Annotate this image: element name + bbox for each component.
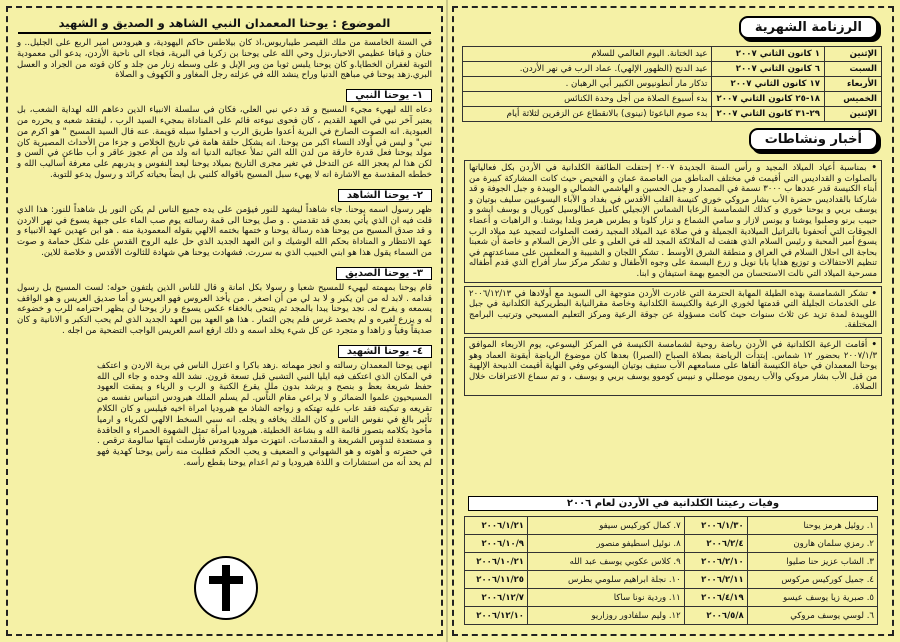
table-row xyxy=(465,553,878,571)
left-page xyxy=(6,6,443,636)
page-fold xyxy=(446,0,448,642)
calendar-event: تذكار مار أنطونيوس الكبير أبي الرهبان . xyxy=(463,77,712,92)
deaths-title: وفيات رعيتنا الكلدانية في الأردن لعام ٢٠٠٦ xyxy=(468,496,878,511)
death-date: ٢٠٠٦/١٢/٧ xyxy=(465,589,528,607)
calendar-row xyxy=(463,107,882,122)
calendar-table xyxy=(462,46,882,122)
calendar-date: ١٧ كانون الثاني ٢٠٠٧ xyxy=(712,77,825,92)
section-text-witness: ظهر رسول اسمه يوحنا. جاء شاهداً ليشهد للنور فيؤمن على يده جميع الناس لم يكن النور بل شاهداً للنور: هذا الذي قلت فيه ان الذي يأتي بعدي قد تقدمني . و صل يوحنا الى قمة رسالته يوم صب الماء على جبهة يسوع في نهر الاردن و قد صدق المسيح من يوحنا هذه رسالة يوحنا و ختمها بختمه الالهي بقوله المعمودية منه . هو ابن عهدين عهد الانبياء و عهد الانتظار و المناداة بحكم الله الوشيك و ابن العهد الجديد الذي حل عليه الروح القدس على شكل حمامة و صوت من السماء يقول هذا هو ابني الحبيب الذي به سررت. فشهادت يوحنا هي شهادة للثالوث الأقدس و خلاصة للاين. xyxy=(17,204,432,258)
death-date: ٢٠٠٦/١٠/٩ xyxy=(465,535,528,553)
death-name: ٢. رمزي سلمان هارون xyxy=(747,535,877,553)
calendar-event: بدء صوم الباعوثا (نينوى) بالانقطاع عن الزفرين لثلاثة أيام xyxy=(463,107,712,122)
section-text-friend: قام يوحنا بمهمته ليهيء للمسيح شعبا و رسولا بكل امانة و قال للناس الذين يلتفون حوله: لست المسيح بل رسول قدامه . لابد له من ان يكبر و لا بد لي من أن اصغر . من يأخذ العروس فهو العريس و أما صديق العريس و هو الواقف يسمعه و يفرح له. نجد يوحنا يبدا بالمجد ثم يتنحى بالخفاء عكس يسوع و راز يوحنا لن يظهر احترامه للرب و خضوعه له و يزرع لغيره و لم يحصد غرس فلم يجن الثمار . هذا هو العهد بين العهد الجديد الذي لم يحب التكبر و الانانية و كان صديقاً وفياً و زاهدا و متجرد عن كل شيء يخلد اسمه و ذلك ارفع اسم العريس الواجب التضحية من اجله . xyxy=(17,282,432,336)
death-name: ٨. نوئيل اسطيفو منصور xyxy=(528,535,685,553)
calendar-date: ١٨-٢٥ كانون الثاني ٢٠٠٧ xyxy=(712,92,825,107)
death-name: ٥. صبرية زيا يوسف عيسو xyxy=(747,589,877,607)
section-text-prophet: دعاه الله ليهيء مجيء المسيح و قد دعي نبي العلي، فكان في سلسلة الانبياء الذين دعاهم الله لهداية الشعب، بل يعتبر آخر نبي في العهد القديم ، كان فحوى نبوءته قائم على المناداة بمجيء السيد الرب ، ليفتقد شعبه و يحرره من العبودية. انه الصوت الصارخ في البرية أعدوا طريق الرب و احملوا سبله قويمة. عنه قال السيد المسيح " هو اكرم من نبي" و ليس في أولاد النساء اكبر من يوحنا. انه يشكل حلقة هامة في تاريخ الخلاص و جزءا من الأحداث المصيرية كان مولد يوحنا فعل قدرة خارقة من لدن الله التي تملأ عجائبه الدنيا انه ولد من أم عجوز عاقر و أب طاعن في السن و لكن هذا لم يعجز الله عن التدخل في تغير مجرى التاريخ بميلاد يوحنا ليعد النفوس و يدربهم على معرفة أساليب الله و خططه المقدسة مع الاشارة انه لا يهيء سبل المسيح باقواله كلنبي بل ايضاً بحياته كرائد و رسول يدعو للتوبة. xyxy=(17,105,432,180)
death-name: ١. روئيل هرمز يوحنا xyxy=(747,517,877,535)
death-date: ٢٠٠٦/٢/١٠ xyxy=(684,553,747,571)
calendar-event: بدء أسبوع الصلاة من أجل وحدة الكنائس xyxy=(463,92,712,107)
article-intro: في السنة الخامسة من ملك القيصر طيباريوس،اذ كان بيلاطس حاكم اليهودية، و هيرودس امير الربع على الجليل.. و حنان و قيافا عظيمي الاحبار،نزل وحي الله على يوحنا بن زكريا في البرية، فجاء الى ناحية الأردن، يدعو الى معمودية التوبة لغفران الخطايا.و كان يوحنا يلبس ثوبا من وبر الإبل و على وسطه زنار من جلد و كان قوته من الجراد و العسل البري.زهد يوحنا في مباهج الدنيا وراح ينشد الله في عزلته رجل المغاور و الكهوف و الصلاة xyxy=(17,38,432,81)
table-row xyxy=(465,607,878,625)
calendar-date: ٢٩-٣١ كانون الثاني ٢٠٠٧ xyxy=(712,107,825,122)
calendar-event: عيد الختانة. اليوم العالمي للسلام xyxy=(463,47,712,62)
bullet-icon: • xyxy=(867,339,877,350)
calendar-row xyxy=(463,62,882,77)
news-text: بمناسبة أعياد الميلاد المجيد و رأس السنة الجديدة ٢٠٠٧ إحتفلت الطائفة الكلدانية في الأردن بكل فعالياتها بالصلوات و القداديس التي أقيمت في مختلف المناطق من العاصمة عمان و الفحيص حيث كانت المشاركة كبيرة من أبناء الكنيسة قدر عددها ب ٣٠٠٠ نسمة في المصدار و جبل الحسين و الهاشمي الشمالي و الويبدة و جبل الجوفة و قد شاركنا بالقداديس حضرة الأب بشار مروكي خوري كنيسة القلب الأقدس في بغداد و الآباء اليسوعيين سليف بوتيان و يوسف بريي و يوحنا خوري و كذلك الشمامسة الرعايا الشماس الإنجيلي كاميل عطالوسيل كوريال و يوسف ايشو و حبيب برنو وصلبوا يوشنا و يونس لازار و سامي الشماع و نزار كلونا و بطرس هرمز وبلدا يوشنا. و الراهبات و أعضاء الجوقات التي أتحفونا بالتراتيل الميلادية الجميلة و في صلاة عيد الميلاد المجيد رفعت الصلوات لتمجيد عيد ميلاد الرب يسوع أمير المحبة و رئيس السلام الذي هتفت له الملائكة المجد لله في العلى و على الأرض السلام و خاصة أن شعبنا بحاجة الى احلال السلام في العراق و منطقة الشرق الأوسط . تشكر اللجان و الشبيبة و المعلمين على مساعدتهم في تنظيم الاحتفالات و توزيع هدايا بابا نويل و زرع البسمة على وجوه الأطفال و تشكر مركز سار أفراح الذي قدم أطفاله مسرحية الميلاد التي نالت الاستحسان من الجميع بهمة استيفان و ابنا. xyxy=(469,163,878,279)
section-title-prophet: ١- يوحنا النبي xyxy=(346,89,432,102)
cross-icon xyxy=(194,556,258,620)
table-row xyxy=(465,589,878,607)
section-title-martyr: ٤- يوحنا الشهيد xyxy=(338,345,432,358)
death-date: ٢٠٠٦/٢/٤ xyxy=(684,535,747,553)
death-name: ٤. جميل كوركيس مركوس xyxy=(747,571,877,589)
calendar-date: ١ كانون الثاني ٢٠٠٧ xyxy=(712,47,825,62)
calendar-day: الإثنين xyxy=(825,47,882,62)
calendar-row xyxy=(463,47,882,62)
death-date: ٢٠٠٦/٥/٨ xyxy=(684,607,747,625)
news-text: أقامت الرعية الكلدانية في الأردن رياضة روحية لشمامسة الكنيسة في المركز اليسوعي، يوم الاربعاء الموافق ٢٠٠٧/١/٣ بحضور ١٢ شماس. إبتدأت الرياضة بصلاة الصباح (الصبرا) بعدها كان موضوع الرياضة أيقونة العماد وهو يوحنا المعمدان في حياة الكنيسة ألقاها على مسامعهم الأب ستيف بوتيان اليسوعي وفي النهاية أقيمت الذبيحة الإلهية من قبل الأب بشار مروكي والأب ريمون موصللي و نبيس كوموو يوسف بربي و يوسف ، و تم سماع الاعترافات خلال الصلاة. xyxy=(469,339,878,393)
table-row xyxy=(465,517,878,535)
calendar-date: ٦ كانون الثاني ٢٠٠٧ xyxy=(712,62,825,77)
calendar-day: الأربعاء xyxy=(825,77,882,92)
table-row xyxy=(465,571,878,589)
section-text-martyr: انهى يوحنا المعمدان رسالته و انجز مهماته .زهد باكرا و اعتزل الناس في برية الاردن و اعتكف في المكان الذي اعتكف فيه ايليا النبي التشبي قبل تسعة قرون. نشد الله وحده و جاء الى الله حفظ شريعة بعظ و بنصح و يرشد بدون مللٍ يقرع الكتبة و الرب و الرياء و يمقت العهود المسيحيون علموا الضمائر و لا يراعي مقام الناس. لم يسلم الملك هيرودس انتيباس نفسه من تقريعه و تبكيته فقد عاب عليه تهتكه و زواجه الشاذ مع هيروديا امراة اخيه فيلبس و كان الكلام تأثير بالغ في نفوس الناس و كان الملك يخافه و يجله. انه سبي السخط الالهي لكبرياء و ارميا مأخوذ بكلامه بتصور قائمة الله و بشاعة الخطيئة. هيروديا امرأة تمثل الشهوة الحمراء و الحاقدة و مستعدة لتدوس الشريعة و المقدسات. انتهزت مولد هيرودس فأرسلت ابنتها سالومة ترقص . في حضرته و أهوته و هو الشهواني و الضعيف و يحب الحكم فطلبت منه رأس يوحنا كهدية فهو لم يحد أنه من استشارات و اللذة هيروديا و ثم اعدام يوحنا بقطع رأسه. xyxy=(97,360,432,468)
death-date: ٢٠٠٦/١/٣٠ xyxy=(684,517,747,535)
table-row xyxy=(465,535,878,553)
news-item xyxy=(464,286,882,334)
death-date: ٢٠٠٦/١٠/٢١ xyxy=(465,553,528,571)
calendar-event: عيد الدنح (الظهور الإلهي). عماد الرب في نهر الأردن. xyxy=(463,62,712,77)
section-title-witness: ٢- يوحنا الشاهد xyxy=(338,189,432,202)
news-item xyxy=(464,337,882,396)
deaths-table xyxy=(464,516,878,625)
news-item xyxy=(464,160,882,283)
death-date: ٢٠٠٦/١/٢١ xyxy=(465,517,528,535)
section-title-friend: ٣- يوحنا الصديق xyxy=(336,267,432,280)
death-date: ٢٠٠٦/٢/١١ xyxy=(684,571,747,589)
death-name: ٧. كمال كوركيس سيفو xyxy=(528,517,685,535)
news-list xyxy=(464,160,882,399)
news-title: أخبار ونشاطات xyxy=(749,128,878,151)
death-name: ١٠. نجلة ابراهيم سلومي بطرس xyxy=(528,571,685,589)
death-name: ١١. وردية نونا ساكا xyxy=(528,589,685,607)
article-topic: الموضوع : يوحنا المعمدان النبي الشاهد و الصديق و الشهيد xyxy=(18,16,431,34)
death-date: ٢٠٠٦/١١/٢٥ xyxy=(465,571,528,589)
bullet-icon: • xyxy=(867,288,877,299)
calendar-row xyxy=(463,92,882,107)
right-page xyxy=(452,6,894,636)
calendar-day: السبت xyxy=(825,62,882,77)
calendar-day: الإثنين xyxy=(825,107,882,122)
death-date: ٢٠٠٦/١٢/١٠ xyxy=(465,607,528,625)
bullet-icon: • xyxy=(866,163,877,173)
death-date: ٢٠٠٦/٤/١٩ xyxy=(684,589,747,607)
death-name: ٩. كلاس عكوبي يوسف عبد الله xyxy=(528,553,685,571)
death-name: ٣. الشاب عزيز حنا صليوا xyxy=(747,553,877,571)
death-name: ١٢. وليم سلفادور روزاريو xyxy=(528,607,685,625)
news-text: تشكر الشمامسة بهذه الطيلة المهابة الحترمة التي غادرت الأردن متوجهة الى السويد مع أولادها في ٢٠٠٦/١٢/١٣ على الخدمات الجليلة التي قدمتها لخوري الرعية والكنيسة الكلدانية وخاصة مقرالنيابة البطريركية الكلدانية في جبل اللويبدة لمدة تزيد عن ثلاث سنوات حيث كانت مسؤولة عن جوقة الرعية ومركز التعليم المسيحي وترتيب البرامج المختلفة. xyxy=(469,288,877,331)
calendar-title: الرزنامة الشهرية xyxy=(739,16,878,39)
death-name: ٦. لوسي يوسف مروكي xyxy=(747,607,877,625)
calendar-day: الخميس xyxy=(825,92,882,107)
calendar-row xyxy=(463,77,882,92)
